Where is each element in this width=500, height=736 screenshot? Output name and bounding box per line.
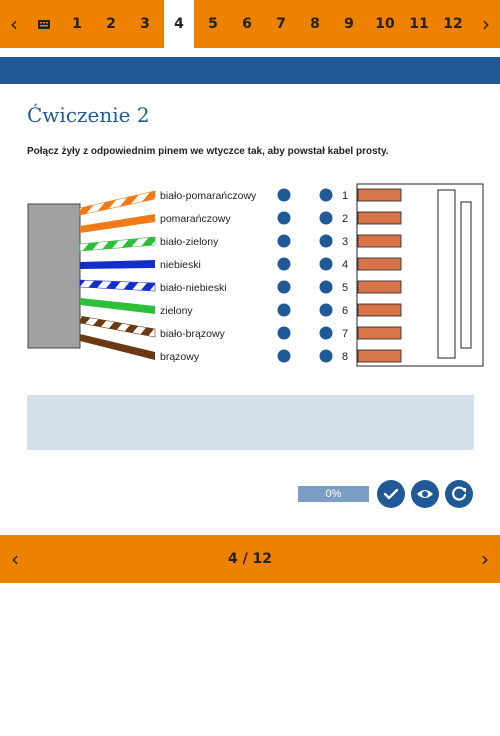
plug-contact-1 bbox=[358, 189, 401, 201]
page-tab-8[interactable]: 8 bbox=[310, 16, 320, 32]
page-tab-12[interactable]: 12 bbox=[443, 16, 463, 32]
page-tab-2[interactable]: 2 bbox=[106, 16, 116, 32]
pin-number-6: 6 bbox=[342, 305, 349, 317]
pin-dot-6[interactable] bbox=[320, 304, 333, 317]
reset-button[interactable] bbox=[445, 480, 473, 508]
wire-dot-4[interactable] bbox=[278, 258, 291, 271]
prev-page-button[interactable]: ‹ bbox=[10, 12, 18, 36]
pin-dot-8[interactable] bbox=[320, 350, 333, 363]
refresh-icon bbox=[445, 480, 473, 508]
pin-number-2: 2 bbox=[342, 213, 349, 225]
wire-dot-2[interactable] bbox=[278, 212, 291, 225]
bottom-next-button[interactable]: › bbox=[481, 547, 489, 571]
eye-icon bbox=[411, 480, 439, 508]
wire-dot-5[interactable] bbox=[278, 281, 291, 294]
plug-contact-8 bbox=[358, 350, 401, 362]
pin-number-7: 7 bbox=[342, 328, 349, 340]
pin-number-5: 5 bbox=[342, 282, 349, 294]
plug-contact-7 bbox=[358, 327, 401, 339]
plug-contact-6 bbox=[358, 304, 401, 316]
wire-label-5: biało-niebieski bbox=[160, 282, 227, 294]
wire-1 bbox=[80, 191, 155, 215]
pin-number-3: 3 bbox=[342, 236, 349, 248]
wire-dot-8[interactable] bbox=[278, 350, 291, 363]
pin-number-8: 8 bbox=[342, 351, 349, 363]
cable-jacket bbox=[28, 204, 80, 348]
pin-dot-3[interactable] bbox=[320, 235, 333, 248]
pin-dot-2[interactable] bbox=[320, 212, 333, 225]
progress-bar: 0% bbox=[298, 486, 369, 502]
top-navigation bbox=[0, 0, 500, 48]
wire-label-8: brązowy bbox=[160, 351, 200, 363]
page-tab-9[interactable]: 9 bbox=[344, 16, 354, 32]
wire-label-2: pomarańczowy bbox=[160, 213, 231, 225]
page-tab-10[interactable]: 10 bbox=[375, 16, 395, 32]
plug-contact-2 bbox=[358, 212, 401, 224]
plug-contact-5 bbox=[358, 281, 401, 293]
wire-7 bbox=[80, 316, 155, 337]
exercise-title: Ćwiczenie 2 bbox=[27, 103, 150, 127]
show-answer-button[interactable] bbox=[411, 480, 439, 508]
page-tab-6[interactable]: 6 bbox=[242, 16, 252, 32]
wire-label-6: zielony bbox=[160, 305, 193, 317]
wire-label-3: biało-zielony bbox=[160, 236, 219, 248]
pin-dot-5[interactable] bbox=[320, 281, 333, 294]
wire-3 bbox=[80, 237, 155, 251]
cable-diagram bbox=[0, 175, 500, 375]
wire-2 bbox=[80, 214, 155, 233]
bottom-navigation bbox=[0, 535, 500, 583]
check-icon bbox=[377, 480, 405, 508]
wire-label-7: biało-brązowy bbox=[160, 328, 225, 340]
pin-number-4: 4 bbox=[342, 259, 349, 271]
plug-contact-4 bbox=[358, 258, 401, 270]
plug-latch bbox=[438, 190, 455, 358]
wire-5 bbox=[80, 280, 155, 291]
page-tab-7[interactable]: 7 bbox=[276, 16, 286, 32]
plug-clip bbox=[461, 202, 471, 348]
bottom-prev-button[interactable]: ‹ bbox=[11, 547, 19, 571]
pin-dot-7[interactable] bbox=[320, 327, 333, 340]
wire-dot-1[interactable] bbox=[278, 189, 291, 202]
wire-label-4: niebieski bbox=[160, 259, 201, 271]
exercise-instruction: Połącz żyły z odpowiednim pinem we wtyczce tak, aby powstał kabel prosty. bbox=[27, 146, 389, 157]
answer-feedback-area bbox=[27, 395, 474, 450]
pin-dot-1[interactable] bbox=[320, 189, 333, 202]
wire-label-1: biało-pomarańczowy bbox=[160, 190, 257, 202]
page-tab-11[interactable]: 11 bbox=[409, 16, 429, 32]
wire-dot-7[interactable] bbox=[278, 327, 291, 340]
wire-dot-3[interactable] bbox=[278, 235, 291, 248]
wire-6 bbox=[80, 298, 155, 314]
next-page-button[interactable]: › bbox=[482, 12, 490, 36]
page-indicator: 4 / 12 bbox=[227, 551, 273, 567]
pin-dot-4[interactable] bbox=[320, 258, 333, 271]
wire-dot-6[interactable] bbox=[278, 304, 291, 317]
check-button[interactable] bbox=[377, 480, 405, 508]
pin-number-1: 1 bbox=[342, 190, 349, 202]
keyboard-icon[interactable] bbox=[30, 0, 58, 48]
page-tab-1[interactable]: 1 bbox=[72, 16, 82, 32]
plug-contact-3 bbox=[358, 235, 401, 247]
page-tab-5[interactable]: 5 bbox=[208, 16, 218, 32]
header-bar bbox=[0, 57, 500, 84]
wire-8 bbox=[80, 334, 155, 360]
wire-4 bbox=[80, 260, 155, 269]
page-tab-4[interactable]: 4 bbox=[164, 0, 194, 48]
page-tab-3[interactable]: 3 bbox=[140, 16, 150, 32]
